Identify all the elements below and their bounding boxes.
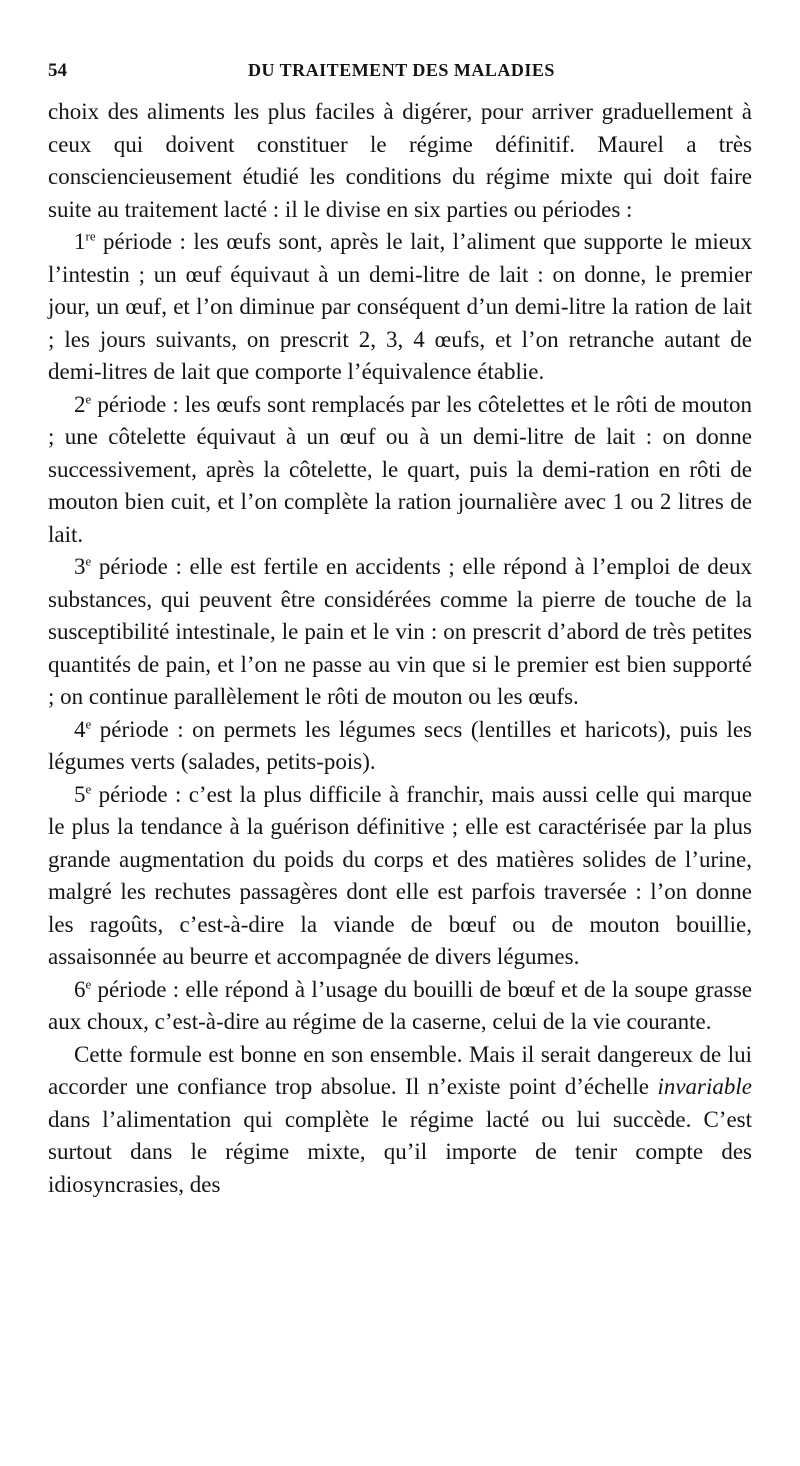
ordinal-suffix: re: [85, 228, 96, 244]
paragraph-text: période : les œufs sont, après le lait, l’aliment que supporte le mieux l’intestin ; un œuf équivaut à un demi-litre de lait : on donne, le premier jour, un œuf, et l’on diminue par conséquent d’un demi-litre la ration de lait ; les jours suivants, on prescrit 2, 3, 4 œufs, et l’on retranche autant de demi-litres de lait que comporte l’équivalence établie.: [48, 229, 752, 384]
paragraph-intro: [48, 96, 752, 226]
period-number: 3: [74, 554, 86, 579]
running-head: [48, 60, 752, 86]
paragraph-period-5: [48, 779, 752, 974]
ordinal-suffix: e: [85, 975, 92, 991]
ordinal-suffix: e: [85, 390, 92, 406]
running-title: DU TRAITEMENT DES MALADIES: [248, 60, 555, 80]
paragraph-period-3: [48, 551, 752, 714]
paragraph-text: période : elle est fertile en accidents ; elle répond à l’emploi de deux substances, qui peuvent être considérées comme la pierre de touche de la susceptibilité intestinale, le pain et le vin : on prescrit d’abord de très petites quantités de pain, et l’on ne passe au vin que si le premier est bien supporté ; on continue parallèlement le rôti de mouton ou les œufs.: [48, 554, 752, 709]
paragraph-text: période : elle répond à l’usage du bouilli de bœuf et de la soupe grasse aux choux, c’est-à-dire au régime de la caserne, celui de la vie courante.: [48, 976, 752, 1034]
period-number: 6: [74, 976, 86, 1002]
paragraph-period-4: [48, 714, 752, 779]
paragraph-conclusion: [48, 1039, 752, 1202]
period-number: 5: [74, 781, 86, 807]
paragraph-text: période : on permets les légumes secs (lentilles et haricots), puis les légumes verts (salades, petits-pois).: [48, 716, 752, 774]
paragraph-period-6: [48, 974, 752, 1039]
period-number: 2: [74, 391, 86, 417]
period-number: 1: [74, 229, 86, 254]
paragraph-text: Cette formule est bonne en son ensemble. Mais il serait dangereux de lui accorder une confiance trop absolue. Il n’existe point d’échelle: [48, 1041, 752, 1099]
emphasis-word: invariable: [657, 1074, 752, 1099]
ordinal-suffix: e: [85, 715, 92, 731]
paragraph-text: dans l’alimentation qui complète le régime lacté ou lui succède. C’est surtout dans le régime mixte, qu’il importe de tenir compte des idiosyncrasies, des: [48, 1106, 752, 1197]
paragraph-text: période : c’est la plus difficile à franchir, mais aussi celle qui marque le plus la tendance à la guérison définitive ; elle est caractérisée par la plus grande augmentation du poids du corps et des matières solides de l’urine, malgré les rechutes passagères dont elle est parfois traversée : l’on donne les ragoûts, c’est-à-dire la viande de bœuf ou de mouton bouillie, assaisonnée au beurre et accompagnée de divers légumes.: [48, 781, 752, 969]
paragraph-text: période : les œufs sont remplacés par les côtelettes et le rôti de mouton ; une côtelette équivaut à un œuf ou à un demi-litre de lait : on donne successivement, après la côtelette, le quart, puis la demi-ration en rôti de mouton bien cuit, et l’on complète la ration journalière avec 1 ou 2 litres de lait.: [48, 391, 752, 547]
body-text: [48, 96, 752, 1201]
paragraph-text: choix des aliments les plus faciles à digérer, pour arriver graduellement à ceux qui doivent constituer le régime définitif. Maurel a très consciencieusement étudié les conditions du régime mixte qui doit faire suite au traitement lacté : il le divise en six parties ou périodes :: [48, 99, 752, 222]
ordinal-suffix: e: [85, 553, 92, 569]
ordinal-suffix: e: [85, 780, 92, 796]
paragraph-period-1: [48, 226, 752, 389]
period-number: 4: [74, 716, 86, 742]
book-page: [48, 60, 752, 1201]
page-number: 54: [48, 60, 67, 81]
paragraph-period-2: [48, 389, 752, 552]
